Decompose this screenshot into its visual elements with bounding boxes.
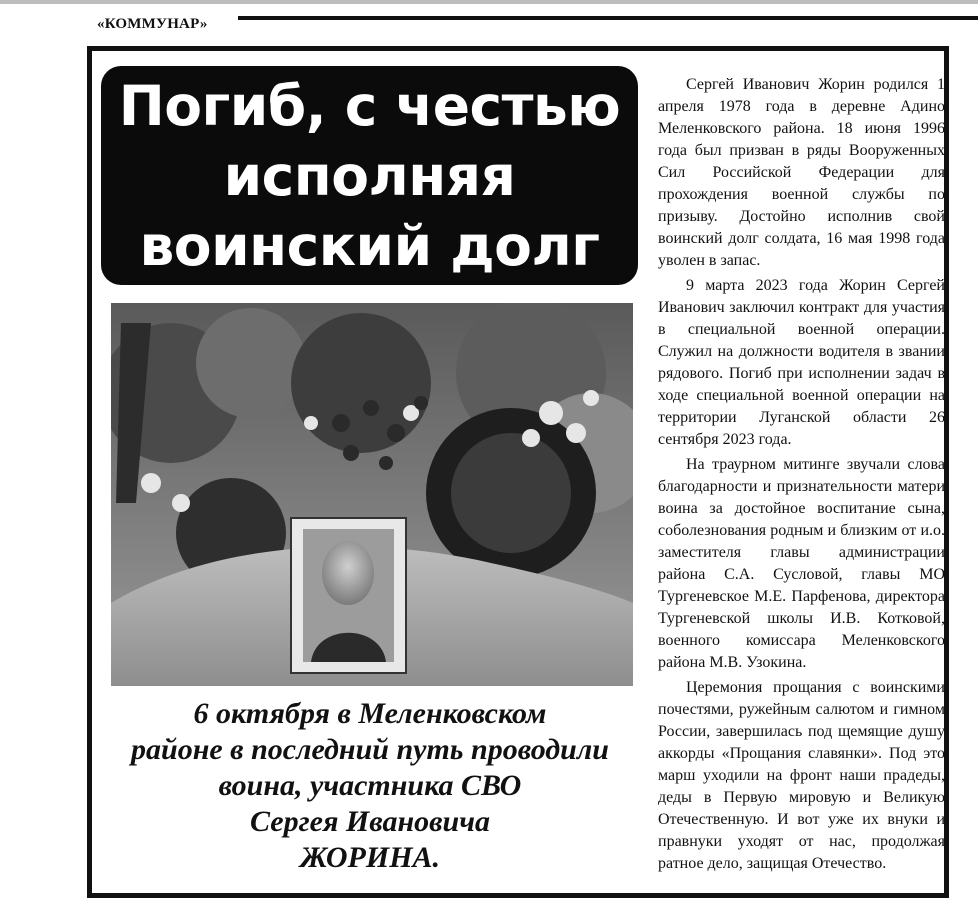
memorial-photo-icon <box>111 303 633 686</box>
caption-line: районе в последний путь проводили <box>131 733 609 766</box>
caption-line: ЖОРИНА. <box>299 841 441 874</box>
caption-line: воина, участника СВО <box>218 769 522 802</box>
headline-text: Погиб, с честью исполняя воинский долг <box>118 73 621 278</box>
newspaper-name: «КОММУНАР» <box>97 16 208 32</box>
memorial-photo <box>111 303 633 686</box>
caption-line: Сергея Ивановича <box>250 805 490 838</box>
article-paragraph: 9 марта 2023 года Жорин Сергей Иванович заключил контракт для участия в специальной военной операции. Служил на должности водителя в звании рядового. Погиб при исполнении задач в ходе специальной военной операции на территории Луганской области 26 сентября 2023 года. <box>658 277 945 448</box>
caption-line: 6 октября в Меленковском <box>193 697 547 730</box>
article-paragraph: Церемония прощания с воинскими почестями, ружейным салютом и гимном России, завершилась под щемящие душу аккорды «Прощания славянки». Под это марш уходили на фронт наши прадеды, деды в Первую мировую и Великую Отечественную. И вот уже их внуки и правнуки уходят от нас, продолжая ратное дело, защищая Отечество. <box>658 679 945 872</box>
photo-caption <box>100 696 640 876</box>
article-body <box>658 74 945 878</box>
headline-box <box>101 66 638 285</box>
article-paragraph: Сергей Иванович Жорин родился 1 апреля 1978 года в деревне Адино Меленковского района. 18 июня 1996 года был призван в ряды Вооруженных Сил Российской Федерации для прохождения военной службы по призыву. Достойно исполнив свой воинский долг солдата, 16 мая 1998 года уволен в запас. <box>658 76 945 269</box>
article-paragraph: На траурном митинге звучали слова благодарности и признательности матери воина за достойное воспитание сына, соболезнования родным и близким от и.о. заместителя главы администрации района С.А. Сусловой, главы МО Тургеневское М.Е. Парфенова, директора Тургеневской школы И.В. Котковой, военного комиссара Меленковского района М.В. Узокина. <box>658 456 945 671</box>
top-rule <box>0 0 978 4</box>
header-rule <box>238 16 978 20</box>
